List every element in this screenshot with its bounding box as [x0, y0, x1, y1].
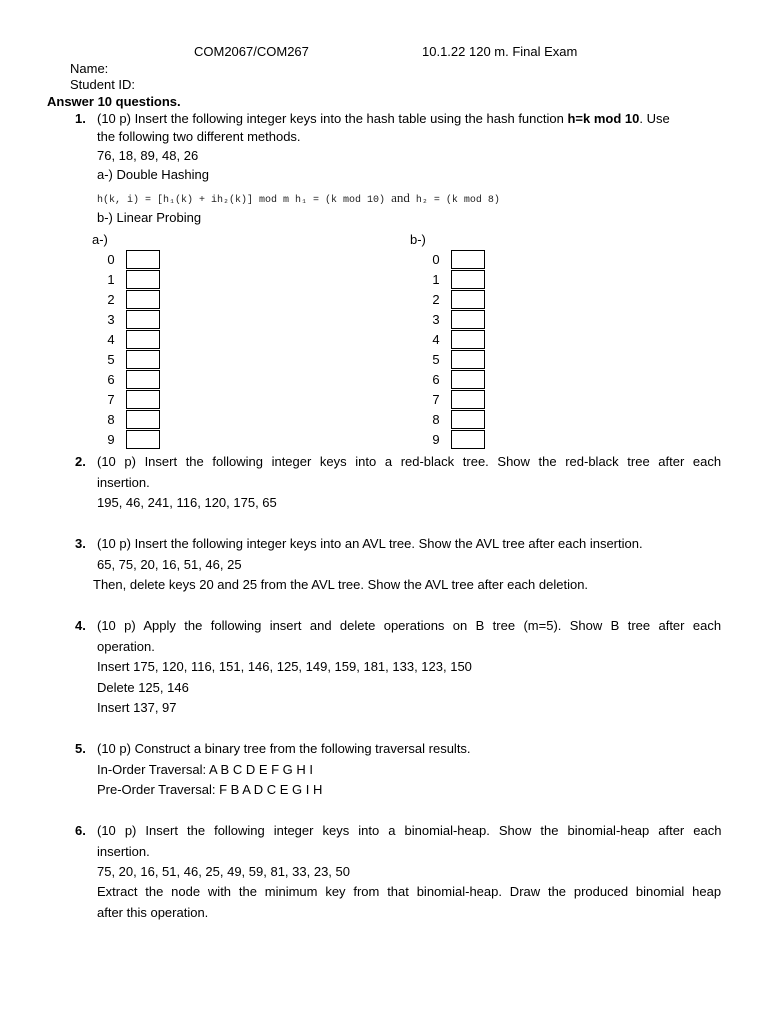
hash-table-row [431, 410, 491, 430]
formula-h2: h₂ = (k mod 8) [415, 195, 500, 206]
q5-preorder: Pre-Order Traversal: F B A D C E G I H [97, 782, 323, 797]
slot-index: 6 [107, 372, 115, 387]
q6-line2: insertion. [97, 844, 150, 859]
slot-index: 1 [107, 272, 115, 287]
q4-line2: operation. [97, 639, 155, 654]
q4-delete: Delete 125, 146 [97, 680, 189, 695]
q6-keys: 75, 20, 16, 51, 46, 25, 49, 59, 81, 33, 23, 50 [97, 864, 350, 879]
student-id-label: Student ID: [70, 77, 136, 92]
hash-table-row [106, 330, 166, 350]
hash-table-row [431, 430, 491, 450]
hash-table-row [431, 290, 491, 310]
q5-number: 5. [75, 741, 86, 756]
q2-line2: insertion. [97, 475, 150, 490]
q1-hash-function: h=k mod 10 [567, 111, 640, 126]
q4-line1: (10 p) Apply the following insert and delete operations on B tree (m=5). Show B tree after each [97, 618, 722, 633]
hash-table-row [106, 290, 166, 310]
q1-number: 1. [75, 111, 86, 126]
hash-table-row [106, 310, 166, 330]
hash-slot-cell [126, 270, 160, 289]
hash-table-double-hashing [106, 250, 166, 454]
hash-slot-cell [126, 350, 160, 369]
hash-slot-cell [126, 410, 160, 429]
slot-index: 7 [107, 392, 115, 407]
hash-table-row [431, 350, 491, 370]
hash-table-row [431, 270, 491, 290]
slot-index: 2 [432, 292, 440, 307]
hash-slot-cell [451, 390, 485, 409]
hash-slot-cell [451, 250, 485, 269]
q1-line1 [97, 111, 670, 127]
hash-slot-cell [451, 330, 485, 349]
hash-slot-cell [126, 310, 160, 329]
hash-table-row [431, 370, 491, 390]
formula-and: and [391, 190, 410, 205]
hash-table-row [106, 410, 166, 430]
q4-insert1: Insert 175, 120, 116, 151, 146, 125, 149, 159, 181, 133, 123, 150 [97, 659, 472, 674]
q1-line1-pre: (10 p) Insert the following integer keys into the hash table using the hash function [97, 111, 568, 126]
slot-index: 2 [107, 292, 115, 307]
instructions: Answer 10 questions. [47, 94, 181, 109]
hash-slot-cell [451, 370, 485, 389]
hash-slot-cell [126, 390, 160, 409]
name-label: Name: [70, 61, 109, 76]
slot-index: 0 [107, 252, 115, 267]
slot-index: 5 [432, 352, 440, 367]
hash-table-row [106, 390, 166, 410]
q5-inorder: In-Order Traversal: A B C D E F G H I [97, 762, 313, 777]
q6-number: 6. [75, 823, 86, 838]
q2-line1: (10 p) Insert the following integer keys into a red-black tree. Show the red-black tree after each [97, 454, 722, 469]
q2-number: 2. [75, 454, 86, 469]
slot-index: 8 [432, 412, 440, 427]
q6-line5: after this operation. [97, 905, 209, 920]
q6-line1: (10 p) Insert the following integer keys into a binomial-heap. Show the binomial-heap after each [97, 823, 722, 838]
hash-slot-cell [451, 430, 485, 449]
hash-slot-cell [451, 270, 485, 289]
slot-index: 6 [432, 372, 440, 387]
q5-line1: (10 p) Construct a binary tree from the following traversal results. [97, 741, 471, 756]
hash-table-row [431, 250, 491, 270]
slot-index: 5 [107, 352, 115, 367]
hash-slot-cell [451, 350, 485, 369]
hash-table-row [431, 330, 491, 350]
slot-index: 3 [432, 312, 440, 327]
slot-index: 1 [432, 272, 440, 287]
q4-number: 4. [75, 618, 86, 633]
slot-index: 0 [432, 252, 440, 267]
q2-keys: 195, 46, 241, 116, 120, 175, 65 [97, 495, 277, 510]
hash-table-row [431, 390, 491, 410]
hash-slot-cell [451, 310, 485, 329]
hash-slot-cell [126, 250, 160, 269]
table-a-label: a-) [92, 232, 108, 247]
q1-line2: the following two different methods. [97, 129, 301, 144]
q1-keys: 76, 18, 89, 48, 26 [97, 148, 199, 163]
hash-slot-cell [451, 290, 485, 309]
q3-line1: (10 p) Insert the following integer keys into an AVL tree. Show the AVL tree after each insertion. [97, 536, 643, 551]
q3-keys: 65, 75, 20, 16, 51, 46, 25 [97, 557, 242, 572]
q1-line1-post: . Use [639, 111, 670, 126]
slot-index: 9 [107, 432, 115, 447]
hash-slot-cell [126, 370, 160, 389]
hash-table-row [106, 370, 166, 390]
slot-index: 7 [432, 392, 440, 407]
hash-table-row [106, 270, 166, 290]
slot-index: 8 [107, 412, 115, 427]
table-b-label: b-) [410, 232, 426, 247]
hash-slot-cell [451, 410, 485, 429]
q1-method-a: a-) Double Hashing [97, 167, 210, 182]
q6-line4: Extract the node with the minimum key from that binomial-heap. Draw the produced binomial heap [97, 884, 722, 899]
q3-number: 3. [75, 536, 86, 551]
slot-index: 9 [432, 432, 440, 447]
q1-method-b: b-) Linear Probing [97, 210, 202, 225]
exam-info: 10.1.22 120 m. Final Exam [422, 44, 578, 59]
hash-slot-cell [126, 290, 160, 309]
slot-index: 3 [107, 312, 115, 327]
hash-table-row [106, 350, 166, 370]
double-hash-formula [97, 191, 500, 208]
slot-index: 4 [432, 332, 440, 347]
hash-table-row [106, 430, 166, 450]
course-code: COM2067/COM267 [194, 44, 309, 59]
q4-insert2: Insert 137, 97 [97, 700, 177, 715]
q3-line3: Then, delete keys 20 and 25 from the AVL tree. Show the AVL tree after each deletion. [93, 577, 589, 592]
hash-table-linear-probing [431, 250, 491, 454]
slot-index: 4 [107, 332, 115, 347]
formula-main: h(k, i) = [h₁(k) + ih₂(k)] mod m [97, 195, 290, 206]
hash-table-row [431, 310, 491, 330]
formula-h1: h₁ = (k mod 10) [295, 195, 386, 206]
hash-slot-cell [126, 430, 160, 449]
hash-table-row [106, 250, 166, 270]
hash-slot-cell [126, 330, 160, 349]
